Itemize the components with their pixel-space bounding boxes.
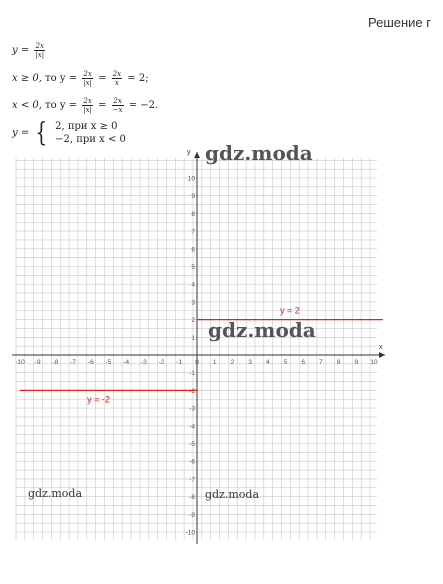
- watermark-bottom-left: gdz.moda: [28, 487, 83, 500]
- y-tick-label: 1: [191, 334, 195, 342]
- formula-lhs: y =: [12, 127, 30, 139]
- x-tick-label: 4: [265, 359, 270, 366]
- x-tick-label: 8: [336, 359, 341, 366]
- fraction-denominator: |x|: [35, 51, 45, 59]
- y-tick-label: -5: [189, 441, 195, 448]
- y-tick-label: 3: [191, 299, 195, 307]
- axes: [12, 152, 385, 544]
- x-tick-label: -6: [87, 359, 94, 366]
- x-axis-arrow: [379, 352, 385, 358]
- x-tick-label: -8: [52, 359, 59, 366]
- series-label-0: y = 2: [280, 305, 300, 316]
- x-tick-label: -3: [141, 359, 147, 366]
- y-tick-label: -3: [189, 405, 195, 413]
- y-tick-label: -1: [189, 370, 195, 378]
- x-tick-label: 2: [230, 359, 235, 366]
- x-tick-label: 0: [195, 359, 199, 366]
- fraction-numerator: 2x: [83, 70, 92, 78]
- x-tick-label: 5: [283, 359, 288, 366]
- fraction-numerator: 2x: [83, 97, 92, 105]
- condition: x ≥ 0,: [12, 73, 42, 84]
- case-2: −2, при x < 0: [55, 134, 126, 145]
- x-tick-label: 1: [212, 359, 217, 366]
- y-tick-label: -10: [185, 529, 195, 537]
- x-tick-label: -4: [123, 359, 130, 366]
- then-text: то y =: [45, 73, 78, 84]
- x-tick-label: -7: [70, 359, 76, 366]
- brace-symbol: {: [35, 118, 48, 148]
- x-tick-label: 6: [301, 359, 306, 366]
- formula-lhs: y =: [12, 45, 30, 56]
- y-tick-label: -6: [189, 458, 195, 466]
- x-tick-label: 10: [370, 359, 378, 366]
- x-tick-label: -1: [176, 359, 183, 366]
- page-header: Решение г: [367, 15, 431, 30]
- result: = −2.: [128, 100, 159, 111]
- y-tick-label: 9: [191, 193, 195, 201]
- y-tick-label: -7: [189, 476, 195, 484]
- y-axis-label: y: [187, 149, 191, 156]
- equals: =: [98, 73, 107, 84]
- case-1: 2, при x ≥ 0: [55, 121, 118, 132]
- y-tick-label: -9: [189, 511, 195, 519]
- y-tick-label: 2: [191, 317, 195, 325]
- y-tick-label: -4: [189, 423, 195, 431]
- fraction-numerator: 2x: [112, 70, 122, 78]
- result: = 2;: [127, 73, 149, 84]
- watermark-center: gdz.moda: [208, 318, 316, 342]
- x-tick-label: 3: [248, 359, 252, 366]
- y-tick-label: 6: [191, 246, 195, 254]
- equals: =: [98, 100, 107, 111]
- y-tick-label: -8: [189, 494, 195, 502]
- x-tick-label: -9: [34, 359, 41, 366]
- fraction-numerator: 2x: [35, 42, 44, 50]
- y-tick-label: 5: [191, 264, 195, 271]
- fraction-denominator: |x|: [83, 79, 92, 87]
- watermark-bottom-center: gdz.moda: [205, 488, 260, 501]
- y-axis-arrow: [194, 152, 200, 158]
- y-tick-label: 10: [187, 175, 195, 183]
- fraction-denominator: x: [114, 79, 119, 87]
- fraction-numerator: 2x: [113, 97, 122, 105]
- y-tick-label: 8: [191, 210, 195, 218]
- x-tick-label: -5: [105, 359, 112, 366]
- x-tick-label: -2: [158, 359, 165, 366]
- condition: x < 0,: [12, 100, 42, 111]
- y-tick-label: 7: [191, 228, 195, 236]
- watermark-top: gdz.moda: [205, 141, 313, 165]
- tick-labels: [15, 149, 383, 537]
- x-tick-label: 9: [354, 359, 359, 366]
- fraction-denominator: |x|: [83, 106, 92, 114]
- series-label-1: y = -2: [87, 394, 110, 405]
- x-axis-label: x: [379, 344, 383, 351]
- y-tick-label: -2: [189, 387, 195, 395]
- x-tick-label: 7: [319, 359, 323, 366]
- x-tick-label: -10: [15, 359, 25, 366]
- fraction-denominator: −x: [112, 106, 123, 114]
- then-text: то y =: [45, 100, 78, 111]
- y-tick-label: 4: [191, 281, 195, 289]
